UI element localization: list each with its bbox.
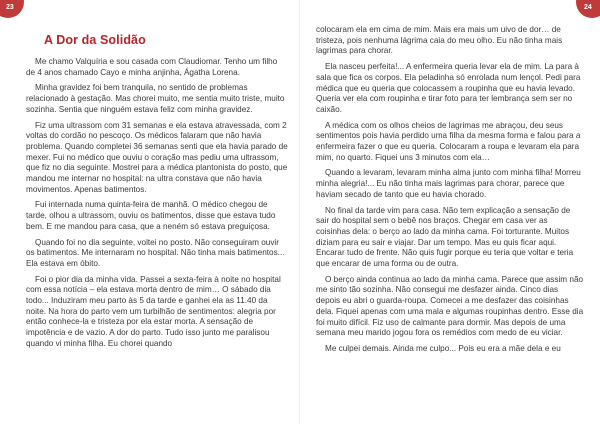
left-text-column [26,57,288,355]
paragraph: Quando a levaram, levaram minha alma junto com minha filha! Morreu minha alegria!... Eu não tinha mais lagrimas para chorar, parece que haviam secado de tanto que eu havia chorado. [316,168,581,199]
paragraph: Foi o pior dia da minha vida. Passei a sexta-feira à noite no hospital com essa notícia – ela estava morta dentro de mim… O sábado dia todo... Induziram meu parto às 5 da tarde e ganhei ela as 11.40 da noite. Na hora do parto vem um turbilhão de sentimentos: alegria por então conhece-la e tristeza por ela estar morta. A sensação de impotência e de vazio. A dor do parto. Tudo isso junto me paralisou quando vi minha filha. Eu chorei quando [26,274,281,348]
paragraph: Minha gravidez foi bem tranquila, no sentido de problemas relacionado à gestação. Mas chorei muito, me sentia muito triste, muito sozinha. Sentia que ninguém estava feliz com minha gravidez. [26,83,285,114]
paragraph: A médica com os olhos cheios de lagrimas me abraçou, deu seus sentimentos pois havia perdido uma filha da mesma forma e falou para a enfermeira fazer o que eu queria. Colocaram a roupa e levaram ela para mim, no quarto. Fiquei uns 3 minutos com ela… [316,120,581,162]
paragraph: O berço ainda continua ao lado da minha cama. Parece que assim não me sinto tão sozinha. Não consegui me desfazer ainda. Cinco dias depois eu abri o guarda-roupa. Comecei a me desfazer das coisinhas dela. Fiquei apenas com uma mala e algumas roupinhas dentro. Esse dia foi muito difícil. Fiz uso de calmante para dormir. Mas depois de uma semana meu marido jogou fora os remédios com medo de eu viciar. [316,274,584,338]
paragraph: Me culpei demais. Ainda me culpo... Pois eu era a mãe dela e eu [325,343,561,353]
chapter-title: A Dor da Solidão [44,33,146,47]
page-number: 24 [584,4,592,11]
right-text-column [316,25,584,360]
page-number-tab [576,0,600,18]
paragraph: Quando foi no dia seguinte, voltei no posto. Não conseguiram ouvir os batimentos. Me internaram no hospital. Não tinha mais batimentos... Ela estava em óbito. [26,237,285,268]
page-number-tab [0,0,24,18]
paragraph: No final da tarde vim para casa. Não tem explicação a sensação de sair do hospital sem o bebê nos braços. Chegar em casa ver as coisinhas dela: o berço ao lado da minha cama. Foi torturante. Muitos diziam para eu sair e viajar. Dar um tempo. Mas eu quis ficar aqui. Encarar tudo de frente. Não quis fugir porque eu teria que voltar e teria que encarar de uma forma ou de outra. [316,205,574,269]
paragraph: Fui internada numa quinta-feira de manhã. O médico chegou de tarde, olhou a ultrassom, ouviu os batimentos, disse que estava tudo bem. E me mandou para casa, que a neném só estava preguiçosa. [26,200,276,231]
page-number: 23 [6,4,14,11]
paragraph: Me chamo Valquíria e sou casada com Claudiomar. Tenho um filho de 4 anos chamado Cayo e minha anjinha, Ágatha Lorena. [26,57,278,77]
paragraph: colocaram ela em cima de mim. Mais era mais um uivo de dor… de tristeza, pois nenhuma lágrima caia do meu olho. Eu não tinha mais lagrimas para chorar. [316,25,563,56]
paragraph: Ela nasceu perfeita!... A enfermeira queria levar ela de mim. La para à sala que fica os corpos. Ela peladinha só enrolada num lençol. Pedi para médica que eu queria que colocassem a roupinha que eu havia levado. Queria ver ela com roupinha e tirar foto para ter lembrança sem ser no caixão. [316,62,581,114]
right-page [300,0,600,424]
paragraph: Fiz uma ultrassom com 31 semanas e ela estava atravessada, com 2 voltas do cordão no pescoço. Os médicos falaram que não havia problema. Quando completei 36 semanas senti que ela havia parado de mexer. Fui no médico que ouviu o coração mas pediu uma ultrassom, que fiz no dia seguinte. Mostrei para a médica plantonista do posto, que mandou me internar no hospital: na ultra constava que não havia movimentos. Apenas batimentos. [26,120,288,194]
